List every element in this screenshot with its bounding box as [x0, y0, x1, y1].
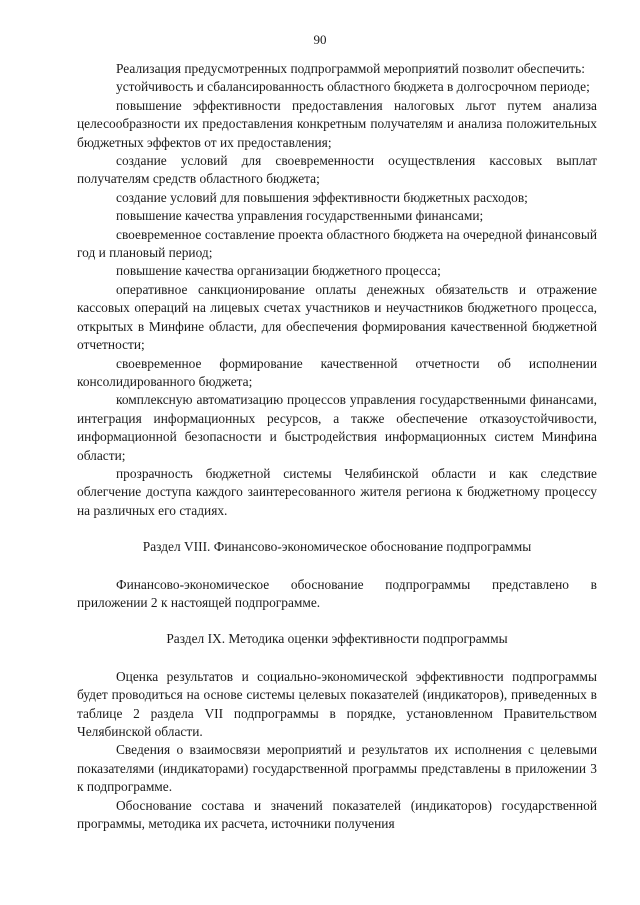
- section-9-paragraph: Сведения о взаимосвязи мероприятий и результатов их исполнения с целевыми показателями (индикаторами) государственной программы представлены в приложении 3 к подпрограмме.: [77, 742, 597, 795]
- section-9-paragraph: Оценка результатов и социально-экономической эффективности подпрограммы будет проводиться на основе системы целевых показателей (индикаторов), приведенных в таблице 2 раздела VII подпрограммы в порядке, установленном Правительством Челябинской области.: [77, 668, 597, 739]
- section-9-heading: Раздел IX. Методика оценки эффективности подпрограммы: [166, 631, 508, 647]
- list-item: оперативное санкционирование оплаты денежных обязательств и отражение кассовых операций на лицевых счетах участников и неучастников бюджетного процесса, открытых в Минфине области, для обеспечения формирования качественной бюджетной отчетности;: [77, 281, 597, 353]
- page-body: [77, 60, 597, 833]
- list-item: своевременное формирование качественной отчетности об исполнении консолидированного бюджета;: [77, 355, 597, 389]
- list-item: создание условий для повышения эффективности бюджетных расходов;: [116, 189, 528, 205]
- intro-paragraph: Реализация предусмотренных подпрограммой мероприятий позволит обеспечить:: [116, 61, 585, 76]
- section-8-text: Финансово-экономическое обоснование подпрограммы представлено в приложении 2 к настоящей подпрограмме.: [77, 576, 597, 610]
- list-item: повышение качества организации бюджетного процесса;: [116, 263, 441, 279]
- list-item: устойчивость и сбалансированность областного бюджета в долгосрочном периоде;: [116, 79, 590, 95]
- section-9-paragraph: Обоснование состава и значений показателей (индикаторов) государственной программы, методика их расчета, источники получения: [77, 797, 597, 832]
- list-item: своевременное составление проекта областного бюджета на очередной финансовый год и плановый период;: [77, 226, 597, 261]
- section-8-heading: Раздел VIII. Финансово-экономическое обоснование подпрограммы: [142, 539, 532, 555]
- list-item: комплексную автоматизацию процессов управления государственными финансами, интеграция информационных ресурсов, а также обеспечение отказоустойчивости, информационной безопасности и быстродействия информационных систем Минфина области;: [77, 392, 597, 463]
- list-item: повышение качества управления государственными финансами;: [116, 208, 484, 224]
- page-number: 90: [313, 32, 327, 47]
- list-item: создание условий для своевременности осуществления кассовых выплат получателям средств областного бюджета;: [77, 153, 597, 187]
- list-item: повышение эффективности предоставления налоговых льгот путем анализа целесообразности их предоставления конкретным получателям и анализа положительных бюджетных эффектов от их предоставления;: [77, 97, 597, 150]
- list-item: прозрачность бюджетной системы Челябинской области и как следствие облегчение доступа каждого заинтересованного жителя региона к бюджетному процессу на различных его стадиях.: [77, 465, 597, 518]
